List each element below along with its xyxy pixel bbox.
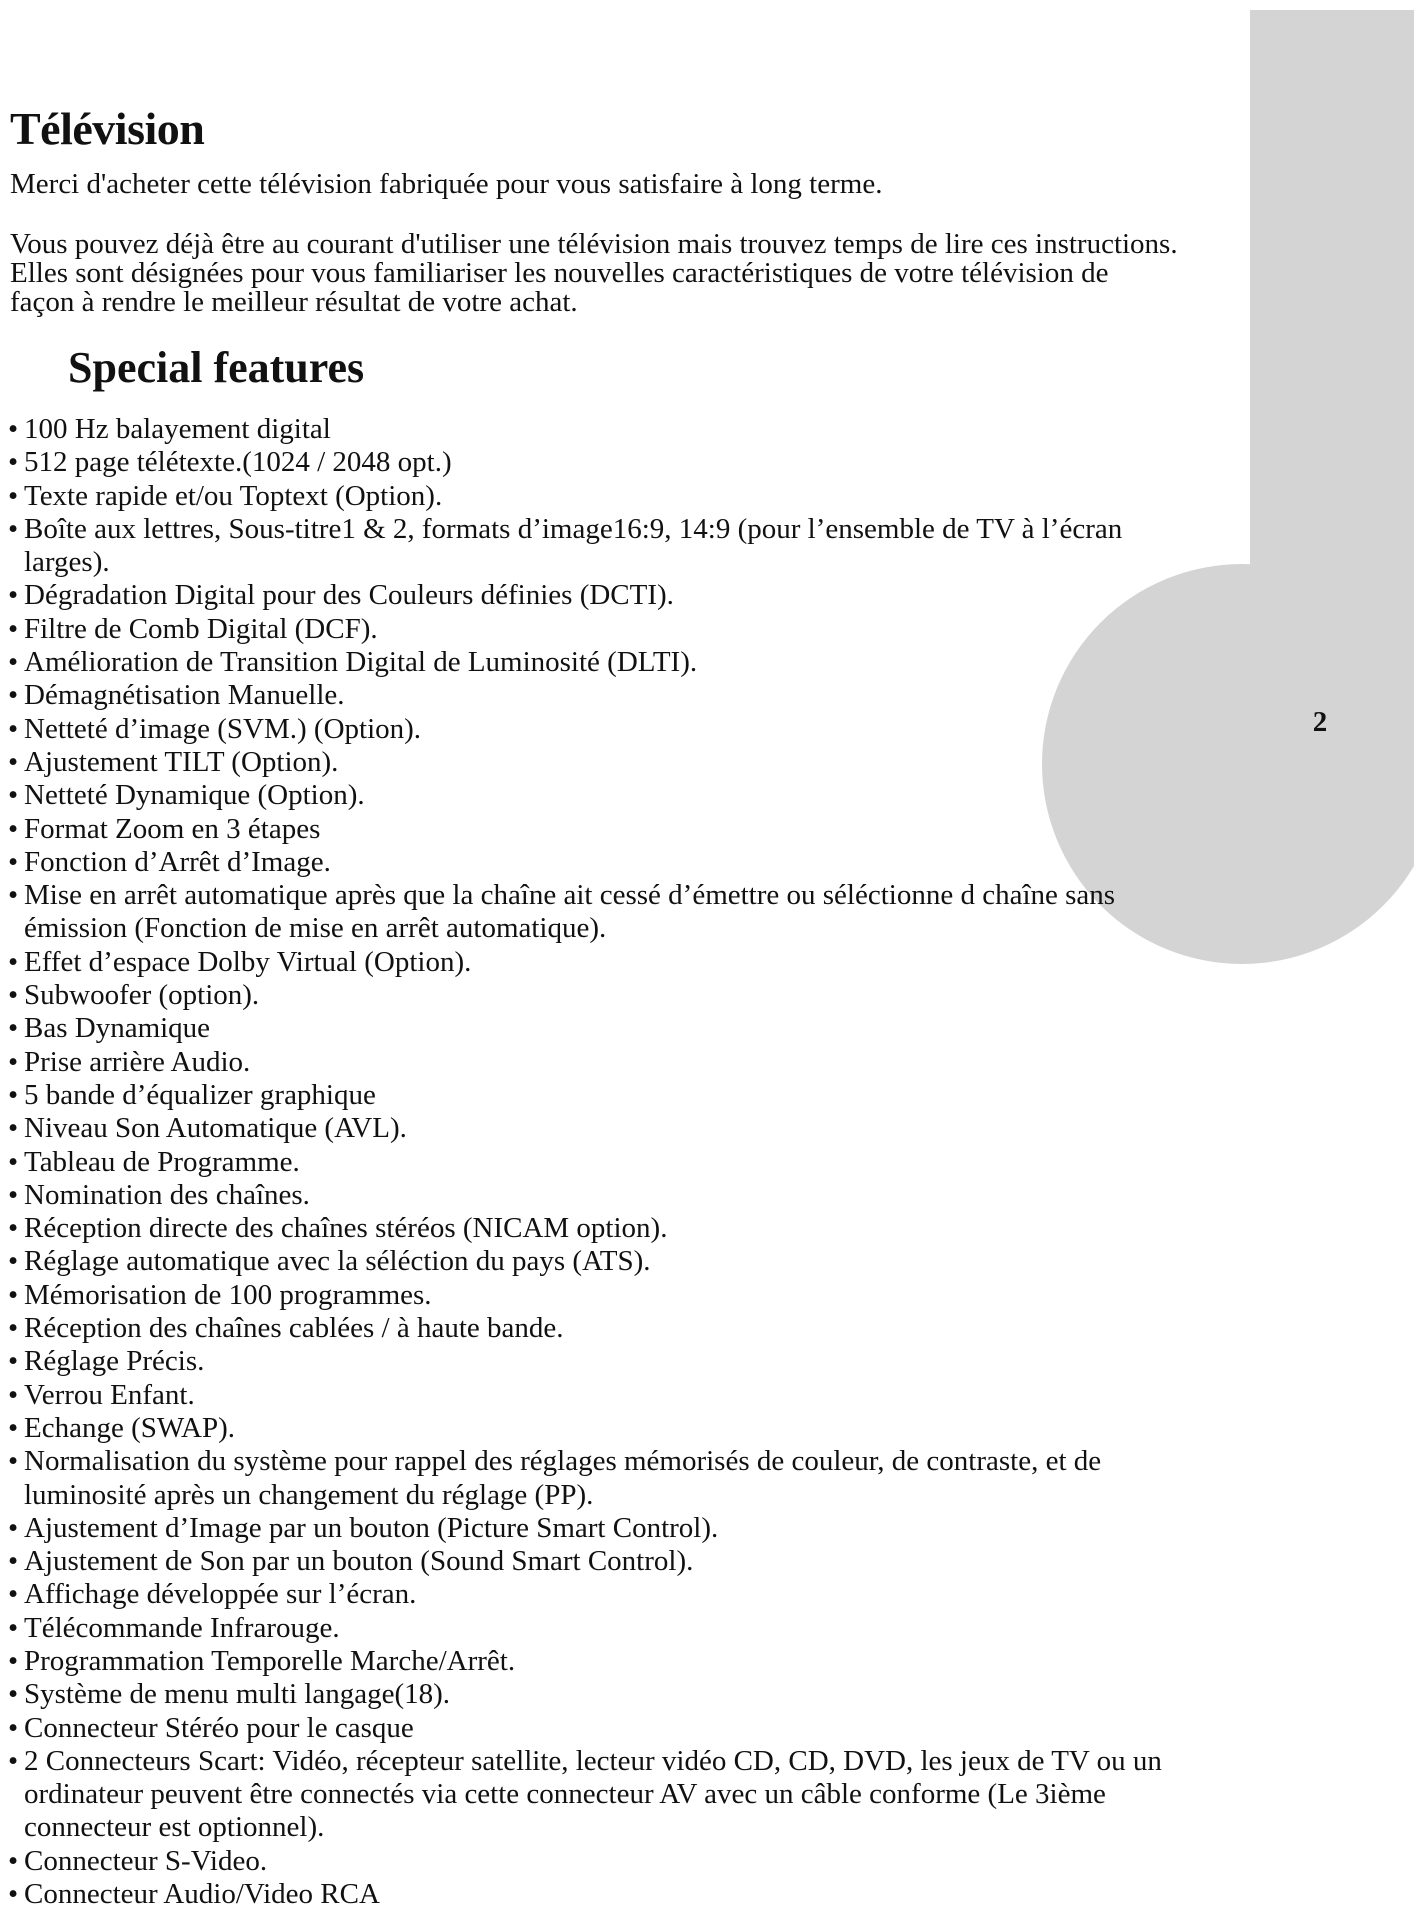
feature-item: • Système de menu multi langage(18). [8,1678,1168,1711]
feature-item: • 100 Hz balayement digital [8,413,1168,446]
feature-item: • Réglage Précis. [8,1345,1168,1378]
feature-item: • Ajustement d’Image par un bouton (Picture Smart Control). [8,1512,1168,1545]
features-list [8,413,1168,1911]
feature-item: • Connecteur Audio/Video RCA [8,1878,1168,1911]
feature-item: • Texte rapide et/ou Toptext (Option). [8,480,1168,513]
feature-item: • Réglage automatique avec la séléction du pays (ATS). [8,1245,1168,1278]
section-title: Special features [68,343,365,392]
page-number: 2 [1312,706,1328,738]
feature-item: • Boîte aux lettres, Sous-titre1 & 2, formats d’image16:9, 14:9 (pour l’ensemble de TV à l’écran larges). [8,513,1168,580]
feature-item: • Echange (SWAP). [8,1412,1168,1445]
feature-item: • Mise en arrêt automatique après que la chaîne ait cessé d’émettre ou séléctionne d chaîne sans émission (Fonction de mise en arrêt automatique). [8,879,1168,946]
feature-item: • Bas Dynamique [8,1012,1168,1045]
feature-item: • Réception directe des chaînes stéréos (NICAM option). [8,1212,1168,1245]
feature-item: • 5 bande d’équalizer graphique [8,1079,1168,1112]
feature-item: • Effet d’espace Dolby Virtual (Option). [8,946,1168,979]
feature-item: • Mémorisation de 100 programmes. [8,1279,1168,1312]
feature-item: • Netteté Dynamique (Option). [8,779,1168,812]
feature-item: • 512 page télétexte.(1024 / 2048 opt.) [8,446,1168,479]
feature-item: • Format Zoom en 3 étapes [8,813,1168,846]
feature-item: • Affichage développée sur l’écran. [8,1578,1168,1611]
feature-item: • Connecteur Stéréo pour le casque [8,1712,1168,1745]
feature-item: • Filtre de Comb Digital (DCF). [8,613,1168,646]
feature-item: • Subwoofer (option). [8,979,1168,1012]
feature-item: • Télécommande Infrarouge. [8,1612,1168,1645]
feature-item: • Dégradation Digital pour des Couleurs définies (DCTI). [8,579,1168,612]
feature-item: • Nomination des chaînes. [8,1179,1168,1212]
feature-item: • Programmation Temporelle Marche/Arrêt. [8,1645,1168,1678]
feature-item: • Fonction d’Arrêt d’Image. [8,846,1168,879]
feature-item: • Connecteur S-Video. [8,1845,1168,1878]
feature-item: • Tableau de Programme. [8,1146,1168,1179]
feature-item: • Ajustement TILT (Option). [8,746,1168,779]
feature-item: • Amélioration de Transition Digital de Luminosité (DLTI). [8,646,1168,679]
feature-item: • Normalisation du système pour rappel des réglages mémorisés de couleur, de contraste, et de luminosité après un changement du réglage (PP). [8,1445,1168,1512]
intro-paragraph: Merci d'acheter cette télévision fabriquée pour vous satisfaire à long terme. [10,168,883,200]
feature-item: • Netteté d’image (SVM.) (Option). [8,713,1168,746]
feature-item: • 2 Connecteurs Scart: Vidéo, récepteur satellite, lecteur vidéo CD, CD, DVD, les jeux de TV ou un ordinateur peuvent être connectés via cette connecteur AV avec un câble conforme (Le 3ième connecteur est optionnel). [8,1745,1168,1845]
feature-item: • Verrou Enfant. [8,1379,1168,1412]
feature-item: • Niveau Son Automatique (AVL). [8,1112,1168,1145]
feature-item: • Ajustement de Son par un bouton (Sound Smart Control). [8,1545,1168,1578]
feature-item: • Démagnétisation Manuelle. [8,679,1168,712]
feature-item: • Réception des chaînes cablées / à haute bande. [8,1312,1168,1345]
side-tab-decoration [1250,10,1414,662]
page-title: Télévision [10,103,205,154]
feature-item: • Prise arrière Audio. [8,1046,1168,1079]
intro-paragraph-2: Vous pouvez déjà être au courant d'utiliser une télévision mais trouvez temps de lire ces instructions. Elles sont désignées pour vous familiariser les nouvelles caractéristiques de votre télévision de façon à rendre le meilleur résultat de votre achat. [10,228,1178,318]
